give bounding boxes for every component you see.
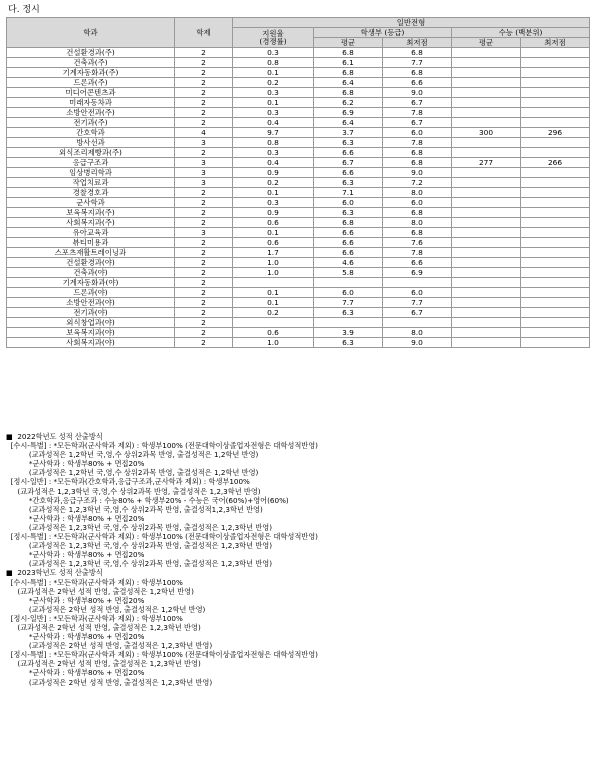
cell-rate: 0.4 xyxy=(233,118,314,128)
cell-sr-min: 6.7 xyxy=(383,308,452,318)
cell-years: 2 xyxy=(175,278,233,288)
cell-sr-avg: 7.1 xyxy=(314,188,383,198)
cell-sr-avg xyxy=(314,278,383,288)
table-row xyxy=(7,308,590,318)
header-school-record: 학생부 (등급) xyxy=(314,28,452,38)
notes-heading: ■ 2023학년도 성적 산출방식 xyxy=(6,568,103,578)
cell-years: 2 xyxy=(175,308,233,318)
header-csat: 수능 (백분위) xyxy=(452,28,590,38)
cell-years: 3 xyxy=(175,158,233,168)
cell-years: 2 xyxy=(175,68,233,78)
notes-line: *간호학과,응급구조과 : 수능80% + 학생부20% - 수능은 국어(60%)+영어(60%) xyxy=(6,495,289,505)
cell-cs-min xyxy=(521,208,590,218)
cell-dept: 응급구조과 xyxy=(7,158,175,168)
cell-dept: 소방안전과(주) xyxy=(7,108,175,118)
notes-line: [정시-일반] : *모든학과(군사학과 제외) : 학생부100% xyxy=(6,613,183,623)
cell-sr-avg: 6.7 xyxy=(314,158,383,168)
cell-years: 2 xyxy=(175,148,233,158)
cell-cs-min xyxy=(521,328,590,338)
cell-rate: 0.6 xyxy=(233,238,314,248)
cell-years: 2 xyxy=(175,48,233,58)
cell-sr-avg: 6.4 xyxy=(314,78,383,88)
cell-sr-avg: 6.3 xyxy=(314,178,383,188)
cell-sr-min: 9.0 xyxy=(383,168,452,178)
cell-cs-min: 266 xyxy=(521,158,590,168)
cell-cs-avg xyxy=(452,58,521,68)
cell-rate: 0.3 xyxy=(233,108,314,118)
cell-cs-min xyxy=(521,268,590,278)
table-row xyxy=(7,88,590,98)
cell-dept: 뷰티미용과 xyxy=(7,238,175,248)
cell-rate: 1.7 xyxy=(233,248,314,258)
cell-sr-avg: 5.8 xyxy=(314,268,383,278)
notes-line: (교과성적은 2학년 성적 반영, 출결성적은 1,2,3학년 반영) xyxy=(6,641,213,651)
table-row xyxy=(7,268,590,278)
notes-line: [수시-특별] : *모든학과(군사학과 제외) : 학생부100% (전문대학이상졸업자전형은 대학성적반영) xyxy=(6,441,318,451)
cell-rate: 0.2 xyxy=(233,78,314,88)
cell-sr-avg: 6.3 xyxy=(314,138,383,148)
table-body xyxy=(7,48,590,348)
table-row xyxy=(7,328,590,338)
cell-sr-avg: 6.6 xyxy=(314,248,383,258)
table-row xyxy=(7,288,590,298)
cell-sr-min: 6.0 xyxy=(383,288,452,298)
notes-line: *군사학과 : 학생부80% + 면접20% xyxy=(6,595,145,605)
cell-rate xyxy=(233,278,314,288)
cell-cs-avg xyxy=(452,178,521,188)
cell-cs-min xyxy=(521,118,590,128)
notes-line: (교과성적은 1,2,3학년 국,영,수 상위2과목 반영, 출결성적1,2,3학년 반영) xyxy=(6,504,263,514)
cell-dept: 스포츠재활트레이닝과 xyxy=(7,248,175,258)
cell-sr-min: 7.7 xyxy=(383,58,452,68)
cell-cs-avg xyxy=(452,258,521,268)
cell-sr-min: 6.6 xyxy=(383,78,452,88)
notes-line: (교과성적은 2학년 성적 반영, 출결성적은 1,2,3학년 반영) xyxy=(6,659,201,669)
cell-cs-avg xyxy=(452,218,521,228)
cell-cs-avg xyxy=(452,48,521,58)
table-row xyxy=(7,198,590,208)
notes-heading: ■ 2022학년도 성적 산출방식 xyxy=(6,432,103,441)
cell-years: 4 xyxy=(175,128,233,138)
table-row xyxy=(7,48,590,58)
header-competition: 지원율 (경쟁률) xyxy=(233,28,314,48)
table-row xyxy=(7,68,590,78)
notes-line: *군사학과 : 학생부80% + 면접20% xyxy=(6,513,145,523)
table-row xyxy=(7,138,590,148)
cell-dept: 드론과(야) xyxy=(7,288,175,298)
notes-line: (교과성적은 1,2학년 국,영,수 상위2과목 반영, 출결성적은 1,2학년 반영) xyxy=(6,468,259,478)
cell-sr-min: 6.7 xyxy=(383,98,452,108)
cell-sr-avg: 4.6 xyxy=(314,258,383,268)
cell-sr-min xyxy=(383,278,452,288)
cell-cs-min xyxy=(521,198,590,208)
cell-cs-min xyxy=(521,278,590,288)
cell-cs-min xyxy=(521,108,590,118)
table-row xyxy=(7,248,590,258)
cell-cs-avg xyxy=(452,208,521,218)
cell-cs-avg xyxy=(452,278,521,288)
table-row xyxy=(7,318,590,328)
table-row xyxy=(7,98,590,108)
notes-line: [정시-일반] : *모든학과(간호학과,응급구조과,군사학과 제외) : 학생부100% xyxy=(6,477,250,487)
admission-table xyxy=(6,17,590,348)
cell-cs-min xyxy=(521,318,590,328)
cell-years: 3 xyxy=(175,178,233,188)
cell-years: 2 xyxy=(175,218,233,228)
cell-years: 2 xyxy=(175,248,233,258)
cell-dept: 미래자동차과 xyxy=(7,98,175,108)
table-row xyxy=(7,218,590,228)
cell-dept: 유아교육과 xyxy=(7,228,175,238)
table-row xyxy=(7,158,590,168)
notes-line: (교과성적은 1,2,3학년 국,영,수 상위2과목 반영, 출결성적은 1,2,3학년 반영) xyxy=(6,522,273,532)
cell-dept: 사회복지과(주) xyxy=(7,218,175,228)
cell-years: 2 xyxy=(175,288,233,298)
table-row xyxy=(7,168,590,178)
cell-cs-avg xyxy=(452,138,521,148)
cell-rate: 1.0 xyxy=(233,258,314,268)
cell-sr-min: 7.6 xyxy=(383,238,452,248)
header-cs-min: 최저점 xyxy=(521,38,590,48)
cell-rate: 0.4 xyxy=(233,158,314,168)
header-sr-avg: 평균 xyxy=(314,38,383,48)
cell-sr-avg: 6.2 xyxy=(314,98,383,108)
cell-dept: 보육복지과(야) xyxy=(7,328,175,338)
cell-dept: 기계자동화과(주) xyxy=(7,68,175,78)
cell-sr-avg: 6.6 xyxy=(314,168,383,178)
cell-dept: 미디어콘텐츠과 xyxy=(7,88,175,98)
cell-years: 2 xyxy=(175,268,233,278)
cell-cs-min xyxy=(521,78,590,88)
cell-cs-min xyxy=(521,48,590,58)
cell-sr-avg: 6.4 xyxy=(314,118,383,128)
notes-line: (교과성적은 2학년 성적 반영, 출결성적은 1,2학년 반영) xyxy=(6,604,206,614)
cell-rate: 0.1 xyxy=(233,298,314,308)
notes-line: (교과성적은 2학년 성적 반영, 출결성적은 1,2,3학년 반영) xyxy=(6,622,201,632)
cell-dept: 방사선과 xyxy=(7,138,175,148)
cell-sr-min: 6.9 xyxy=(383,268,452,278)
table-row xyxy=(7,178,590,188)
cell-rate: 0.3 xyxy=(233,48,314,58)
cell-cs-avg: 300 xyxy=(452,128,521,138)
cell-cs-min xyxy=(521,308,590,318)
cell-sr-min: 6.0 xyxy=(383,198,452,208)
cell-sr-min: 6.8 xyxy=(383,208,452,218)
cell-sr-min: 7.7 xyxy=(383,298,452,308)
cell-years: 2 xyxy=(175,318,233,328)
notes-line: (교과성적은 1,2학년 국,영,수 상위2과목 반영, 출결성적은 1,2학년 반영) xyxy=(6,450,259,460)
table-row xyxy=(7,58,590,68)
cell-cs-avg xyxy=(452,298,521,308)
cell-cs-avg xyxy=(452,228,521,238)
cell-sr-avg: 6.3 xyxy=(314,338,383,348)
cell-sr-min: 6.8 xyxy=(383,48,452,58)
notes-line: *군사학과 : 학생부80% + 면접20% xyxy=(6,459,145,469)
cell-cs-avg xyxy=(452,318,521,328)
cell-years: 3 xyxy=(175,138,233,148)
cell-years: 2 xyxy=(175,58,233,68)
cell-rate: 0.6 xyxy=(233,218,314,228)
cell-cs-avg xyxy=(452,288,521,298)
cell-dept: 건축과(야) xyxy=(7,268,175,278)
cell-dept: 임상병리학과 xyxy=(7,168,175,178)
cell-sr-avg: 6.1 xyxy=(314,58,383,68)
table-row xyxy=(7,118,590,128)
cell-cs-avg xyxy=(452,98,521,108)
cell-sr-min: 8.0 xyxy=(383,188,452,198)
cell-years: 2 xyxy=(175,118,233,128)
cell-sr-avg: 6.3 xyxy=(314,308,383,318)
cell-sr-min: 7.8 xyxy=(383,108,452,118)
cell-years: 2 xyxy=(175,108,233,118)
cell-rate: 0.2 xyxy=(233,178,314,188)
header-sr-min: 최저점 xyxy=(383,38,452,48)
cell-cs-avg xyxy=(452,68,521,78)
calculation-notes xyxy=(6,432,589,687)
cell-sr-min: 6.8 xyxy=(383,228,452,238)
cell-dept: 외식조리제빵과(주) xyxy=(7,148,175,158)
cell-sr-avg: 6.8 xyxy=(314,88,383,98)
cell-dept: 외식창업과(야) xyxy=(7,318,175,328)
table-row xyxy=(7,148,590,158)
notes-line: (교과성적은 1,2,3학년 국,영,수 상위2과목 반영, 출결성적은 1,2,3학년 반영) xyxy=(6,486,261,496)
cell-dept: 보육복지과(주) xyxy=(7,208,175,218)
cell-cs-min xyxy=(521,298,590,308)
cell-cs-avg xyxy=(452,78,521,88)
header-cs-avg: 평균 xyxy=(452,38,521,48)
cell-cs-min xyxy=(521,98,590,108)
cell-cs-min xyxy=(521,238,590,248)
cell-sr-avg: 3.7 xyxy=(314,128,383,138)
table-row xyxy=(7,298,590,308)
cell-cs-avg xyxy=(452,148,521,158)
cell-sr-min: 7.8 xyxy=(383,138,452,148)
cell-rate: 1.0 xyxy=(233,338,314,348)
cell-sr-avg: 6.8 xyxy=(314,218,383,228)
cell-rate: 0.8 xyxy=(233,58,314,68)
cell-rate: 0.1 xyxy=(233,68,314,78)
cell-sr-min: 9.0 xyxy=(383,338,452,348)
cell-cs-avg: 277 xyxy=(452,158,521,168)
cell-cs-min xyxy=(521,68,590,78)
cell-years: 2 xyxy=(175,238,233,248)
cell-sr-min xyxy=(383,318,452,328)
cell-sr-avg: 6.6 xyxy=(314,148,383,158)
cell-dept: 전기과(주) xyxy=(7,118,175,128)
cell-dept: 기계자동화과(야) xyxy=(7,278,175,288)
table-row xyxy=(7,108,590,118)
notes-line: *군사학과 : 학생부80% + 면접20% xyxy=(6,550,145,560)
cell-cs-avg xyxy=(452,108,521,118)
cell-sr-avg: 6.0 xyxy=(314,198,383,208)
cell-sr-avg: 6.8 xyxy=(314,48,383,58)
cell-cs-avg xyxy=(452,188,521,198)
cell-dept: 드론과(주) xyxy=(7,78,175,88)
cell-cs-min xyxy=(521,188,590,198)
cell-cs-avg xyxy=(452,338,521,348)
cell-cs-min xyxy=(521,88,590,98)
cell-sr-avg: 6.8 xyxy=(314,68,383,78)
cell-years: 2 xyxy=(175,78,233,88)
cell-rate: 0.9 xyxy=(233,168,314,178)
cell-dept: 작업치료과 xyxy=(7,178,175,188)
cell-years: 2 xyxy=(175,98,233,108)
cell-years: 2 xyxy=(175,328,233,338)
cell-sr-avg: 7.7 xyxy=(314,298,383,308)
cell-dept: 소방안전과(야) xyxy=(7,298,175,308)
cell-sr-min: 6.0 xyxy=(383,128,452,138)
cell-sr-avg: 6.6 xyxy=(314,228,383,238)
cell-sr-min: 7.2 xyxy=(383,178,452,188)
cell-cs-min xyxy=(521,228,590,238)
notes-line: (교과성적은 1,2,3학년 국,영,수 상위2과목 반영, 출결성적은 1,2,3학년 반영) xyxy=(6,541,273,551)
cell-cs-avg xyxy=(452,308,521,318)
cell-years: 2 xyxy=(175,188,233,198)
cell-cs-min xyxy=(521,148,590,158)
cell-rate: 0.9 xyxy=(233,208,314,218)
notes-line: [정시-특별] : *모든학과(군사학과 제외) : 학생부100% (전문대학이상졸업자전형은 대학성적반영) xyxy=(6,532,318,542)
cell-rate: 0.6 xyxy=(233,328,314,338)
cell-rate: 0.1 xyxy=(233,288,314,298)
cell-cs-avg xyxy=(452,168,521,178)
cell-sr-min: 8.0 xyxy=(383,328,452,338)
section-title: 다. 정시 xyxy=(8,5,40,15)
cell-cs-min xyxy=(521,288,590,298)
cell-dept: 사회복지과(야) xyxy=(7,338,175,348)
cell-years: 3 xyxy=(175,228,233,238)
table-row xyxy=(7,238,590,248)
cell-cs-min xyxy=(521,338,590,348)
cell-dept: 전기과(야) xyxy=(7,308,175,318)
header-dept: 학과 xyxy=(7,18,175,48)
notes-line: (교과성적은 1,2,3학년 국,영,수 상위2과목 반영, 출결성적은 1,2,3학년 반영) xyxy=(6,559,273,569)
cell-rate: 9.7 xyxy=(233,128,314,138)
cell-sr-avg: 6.9 xyxy=(314,108,383,118)
cell-sr-min: 9.0 xyxy=(383,88,452,98)
cell-years: 2 xyxy=(175,258,233,268)
table-row xyxy=(7,128,590,138)
cell-cs-avg xyxy=(452,328,521,338)
cell-rate: 0.3 xyxy=(233,148,314,158)
cell-sr-avg xyxy=(314,318,383,328)
cell-cs-avg xyxy=(452,198,521,208)
cell-cs-avg xyxy=(452,268,521,278)
notes-line: *군사학과 : 학생부80% + 면접20% xyxy=(6,668,145,678)
notes-line: (교과성적은 2학년 성적 반영, 출결성적은 1,2,3학년 반영) xyxy=(6,677,213,687)
notes-line: *군사학과 : 학생부80% + 면접20% xyxy=(6,632,145,642)
cell-sr-min: 6.7 xyxy=(383,118,452,128)
cell-sr-min: 7.8 xyxy=(383,248,452,258)
cell-sr-avg: 6.6 xyxy=(314,238,383,248)
notes-line: [정시-특별] : *모든학과(군사학과 제외) : 학생부100% (전문대학이상졸업자전형은 대학성적반영) xyxy=(6,650,318,660)
table-row xyxy=(7,228,590,238)
cell-rate: 0.1 xyxy=(233,98,314,108)
cell-cs-min: 296 xyxy=(521,128,590,138)
cell-rate xyxy=(233,318,314,328)
cell-sr-min: 6.8 xyxy=(383,148,452,158)
cell-cs-min xyxy=(521,248,590,258)
header-years: 학제 xyxy=(175,18,233,48)
cell-cs-min xyxy=(521,178,590,188)
cell-cs-min xyxy=(521,168,590,178)
table-row xyxy=(7,208,590,218)
cell-cs-avg xyxy=(452,248,521,258)
notes-line: (교과성적은 2학년 성적 반영, 출결성적은 1,2학년 반영) xyxy=(6,586,194,596)
table-row xyxy=(7,278,590,288)
cell-dept: 건축과(주) xyxy=(7,58,175,68)
cell-cs-avg xyxy=(452,88,521,98)
cell-years: 2 xyxy=(175,198,233,208)
table-row xyxy=(7,78,590,88)
table-row xyxy=(7,188,590,198)
cell-dept: 건설환경과(야) xyxy=(7,258,175,268)
cell-rate: 0.3 xyxy=(233,198,314,208)
cell-rate: 1.0 xyxy=(233,268,314,278)
cell-rate: 0.1 xyxy=(233,188,314,198)
cell-rate: 0.3 xyxy=(233,88,314,98)
cell-sr-avg: 6.0 xyxy=(314,288,383,298)
cell-sr-min: 8.0 xyxy=(383,218,452,228)
cell-sr-avg: 3.9 xyxy=(314,328,383,338)
cell-dept: 건설환경과(주) xyxy=(7,48,175,58)
cell-years: 2 xyxy=(175,298,233,308)
table-row xyxy=(7,258,590,268)
notes-line: [수시-특별] : *모든학과(군사학과 제외) : 학생부100% xyxy=(6,577,183,587)
table-row xyxy=(7,338,590,348)
cell-sr-min: 6.8 xyxy=(383,158,452,168)
cell-cs-min xyxy=(521,258,590,268)
cell-cs-avg xyxy=(452,118,521,128)
cell-cs-min xyxy=(521,218,590,228)
cell-years: 2 xyxy=(175,338,233,348)
cell-sr-avg: 6.3 xyxy=(314,208,383,218)
cell-dept: 경찰경호과 xyxy=(7,188,175,198)
header-general: 일반전형 xyxy=(233,18,590,28)
cell-dept: 군사학과 xyxy=(7,198,175,208)
cell-cs-avg xyxy=(452,238,521,248)
cell-sr-min: 6.6 xyxy=(383,258,452,268)
cell-rate: 0.2 xyxy=(233,308,314,318)
cell-rate: 0.8 xyxy=(233,138,314,148)
cell-rate: 0.1 xyxy=(233,228,314,238)
cell-years: 3 xyxy=(175,168,233,178)
cell-dept: 간호학과 xyxy=(7,128,175,138)
cell-cs-min xyxy=(521,58,590,68)
cell-cs-min xyxy=(521,138,590,148)
cell-sr-min: 6.8 xyxy=(383,68,452,78)
cell-years: 2 xyxy=(175,208,233,218)
cell-years: 2 xyxy=(175,88,233,98)
